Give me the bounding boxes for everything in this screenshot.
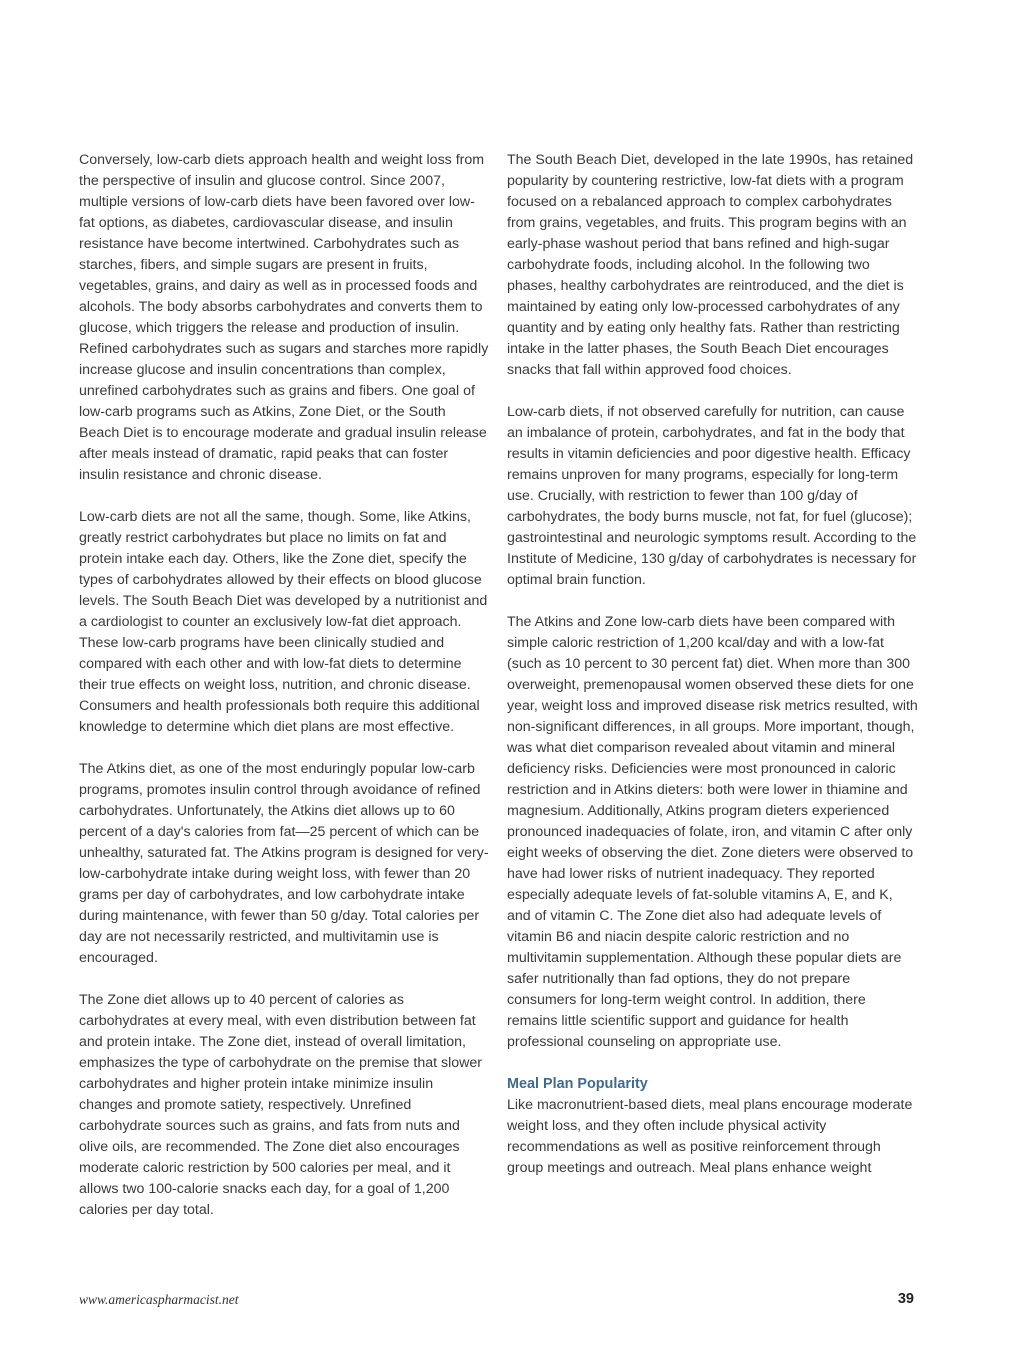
- paragraph-south-beach-diet: The South Beach Diet, developed in the late 1990s, has retained popularity by countering restrictive, low-fat diets with a program focused on a rebalanced approach to complex carbohydrates from grains, vegetables, and fruits. This program begins with an early-phase washout period that bans refined and high-sugar carbohydrate foods, including alcohol. In the following two phases, healthy carbohydrates are reintroduced, and the diet is maintained by eating only low-processed carbohydrates of any quantity and by eating only healthy fats. Rather than restricting intake in the latter phases, the South Beach Diet encourages snacks that fall within approved food choices.: [507, 152, 914, 378]
- footer-website-url: www.americaspharmacist.net: [79, 1292, 239, 1307]
- page-number: 39: [897, 1291, 914, 1307]
- right-column: [507, 150, 919, 1179]
- paragraph-zone-diet: The Zone diet allows up to 40 percent of calories as carbohydrates at every meal, with even distribution between fat and protein intake. The Zone diet, instead of overall limitation, emphasizes the type of carbohydrate on the premise that slower carbohydrates and higher protein intake minimize insulin changes and promote satiety, respectively. Unrefined carbohydrate sources such as grains, and fats from nuts and olive oils, are recommended. The Zone diet also encourages moderate caloric restriction by 500 calories per meal, and it allows two 100-calorie snacks each day, for a goal of 1,200 calories per day total.: [79, 992, 482, 1218]
- paragraph-atkins-diet: The Atkins diet, as one of the most enduringly popular low-carb programs, promotes insulin control through avoidance of refined carbohydrates. Unfortunately, the Atkins diet allows up to 60 percent of a day's calories from fat—25 percent of which can be unhealthy, saturated fat. The Atkins program is designed for very-low-carbohydrate intake during weight loss, with fewer than 20 grams per day of carbohydrates, and low carbohydrate intake during maintenance, with fewer than 50 g/day. Total calories per day are not necessarily restricted, and multivitamin use is encouraged.: [79, 761, 489, 966]
- paragraph-diet-comparison: The Atkins and Zone low-carb diets have been compared with simple caloric restriction of 1,200 kcal/day and with a low-fat (such as 10 percent to 30 percent fat) diet. When more than 300 overweight, premenopausal women observed these diets for one year, weight loss and improved disease risk metrics resulted, with non-significant differences, in all groups. More important, though, was what diet comparison revealed about vitamin and mineral deficiency risks. Deficiencies were most pronounced in caloric restriction and in Atkins dieters: both were lower in thiamine and magnesium. Additionally, Atkins program dieters experienced pronounced inadequacies of folate, iron, and vitamin C after only eight weeks of observing the diet. Zone dieters were observed to have had lower risks of nutrient inadequacy. They reported especially adequate levels of fat-soluble vitamins A, E, and K, and of vitamin C. The Zone diet also had adequate levels of vitamin B6 and niacin despite caloric restriction and no multivitamin supplementation. Although these popular diets are safer nutritionally than fad options, they do not prepare consumers for long-term weight control. In addition, there remains little scientific support and guidance for health professional counseling on appropriate use.: [507, 614, 918, 1050]
- paragraph-nutrition-risks: Low-carb diets, if not observed carefully for nutrition, can cause an imbalance of protein, carbohydrates, and fat in the body that results in vitamin deficiencies and poor digestive health. Efficacy remains unproven for many programs, especially for long-term use. Crucially, with restriction to fewer than 100 g/day of carbohydrates, the body burns muscle, not fat, for fuel (glucose); gastrointestinal and neurologic symptoms result. According to the Institute of Medicine, 130 g/day of carbohydrates is necessary for optimal brain function.: [507, 404, 917, 588]
- section-heading-meal-plan: Meal Plan Popularity: [507, 1076, 648, 1092]
- paragraph-meal-plans: Like macronutrient-based diets, meal plans encourage moderate weight loss, and they often include physical activity recommendations as well as positive reinforcement through group meetings and outreach. Meal plans enhance weight: [507, 1097, 913, 1176]
- paragraph-insulin-glucose: Conversely, low-carb diets approach health and weight loss from the perspective of insulin and glucose control. Since 2007, multiple versions of low-carb diets have been favored over low-fat options, as diabetes, cardiovascular disease, and insulin resistance have become intertwined. Carbohydrates such as starches, fibers, and simple sugars are present in fruits, vegetables, grains, and dairy as well as in processed foods and alcohols. The body absorbs carbohydrates and converts them to glucose, which triggers the release and production of insulin. Refined carbohydrates such as sugars and starches more rapidly increase glucose and insulin concentrations than complex, unrefined carbohydrates such as grains and fibers. One goal of low-carb programs such as Atkins, Zone Diet, or the South Beach Diet is to encourage moderate and gradual insulin release after meals instead of dramatic, rapid peaks that can foster insulin resistance and chronic disease.: [79, 152, 489, 483]
- paragraph-low-carb-differences: Low-carb diets are not all the same, though. Some, like Atkins, greatly restrict carbohydrates but place no limits on fat and protein intake each day. Others, like the Zone diet, specify the types of carbohydrates allowed by their effects on blood glucose levels. The South Beach Diet was developed by a nutritionist and a cardiologist to counter an exclusively low-fat diet approach. These low-carb programs have been clinically studied and compared with each other and with low-fat diets to determine their true effects on weight loss, nutrition, and chronic disease. Consumers and health professionals both require this additional knowledge to determine which diet plans are most effective.: [79, 509, 488, 735]
- left-column: [79, 150, 489, 1221]
